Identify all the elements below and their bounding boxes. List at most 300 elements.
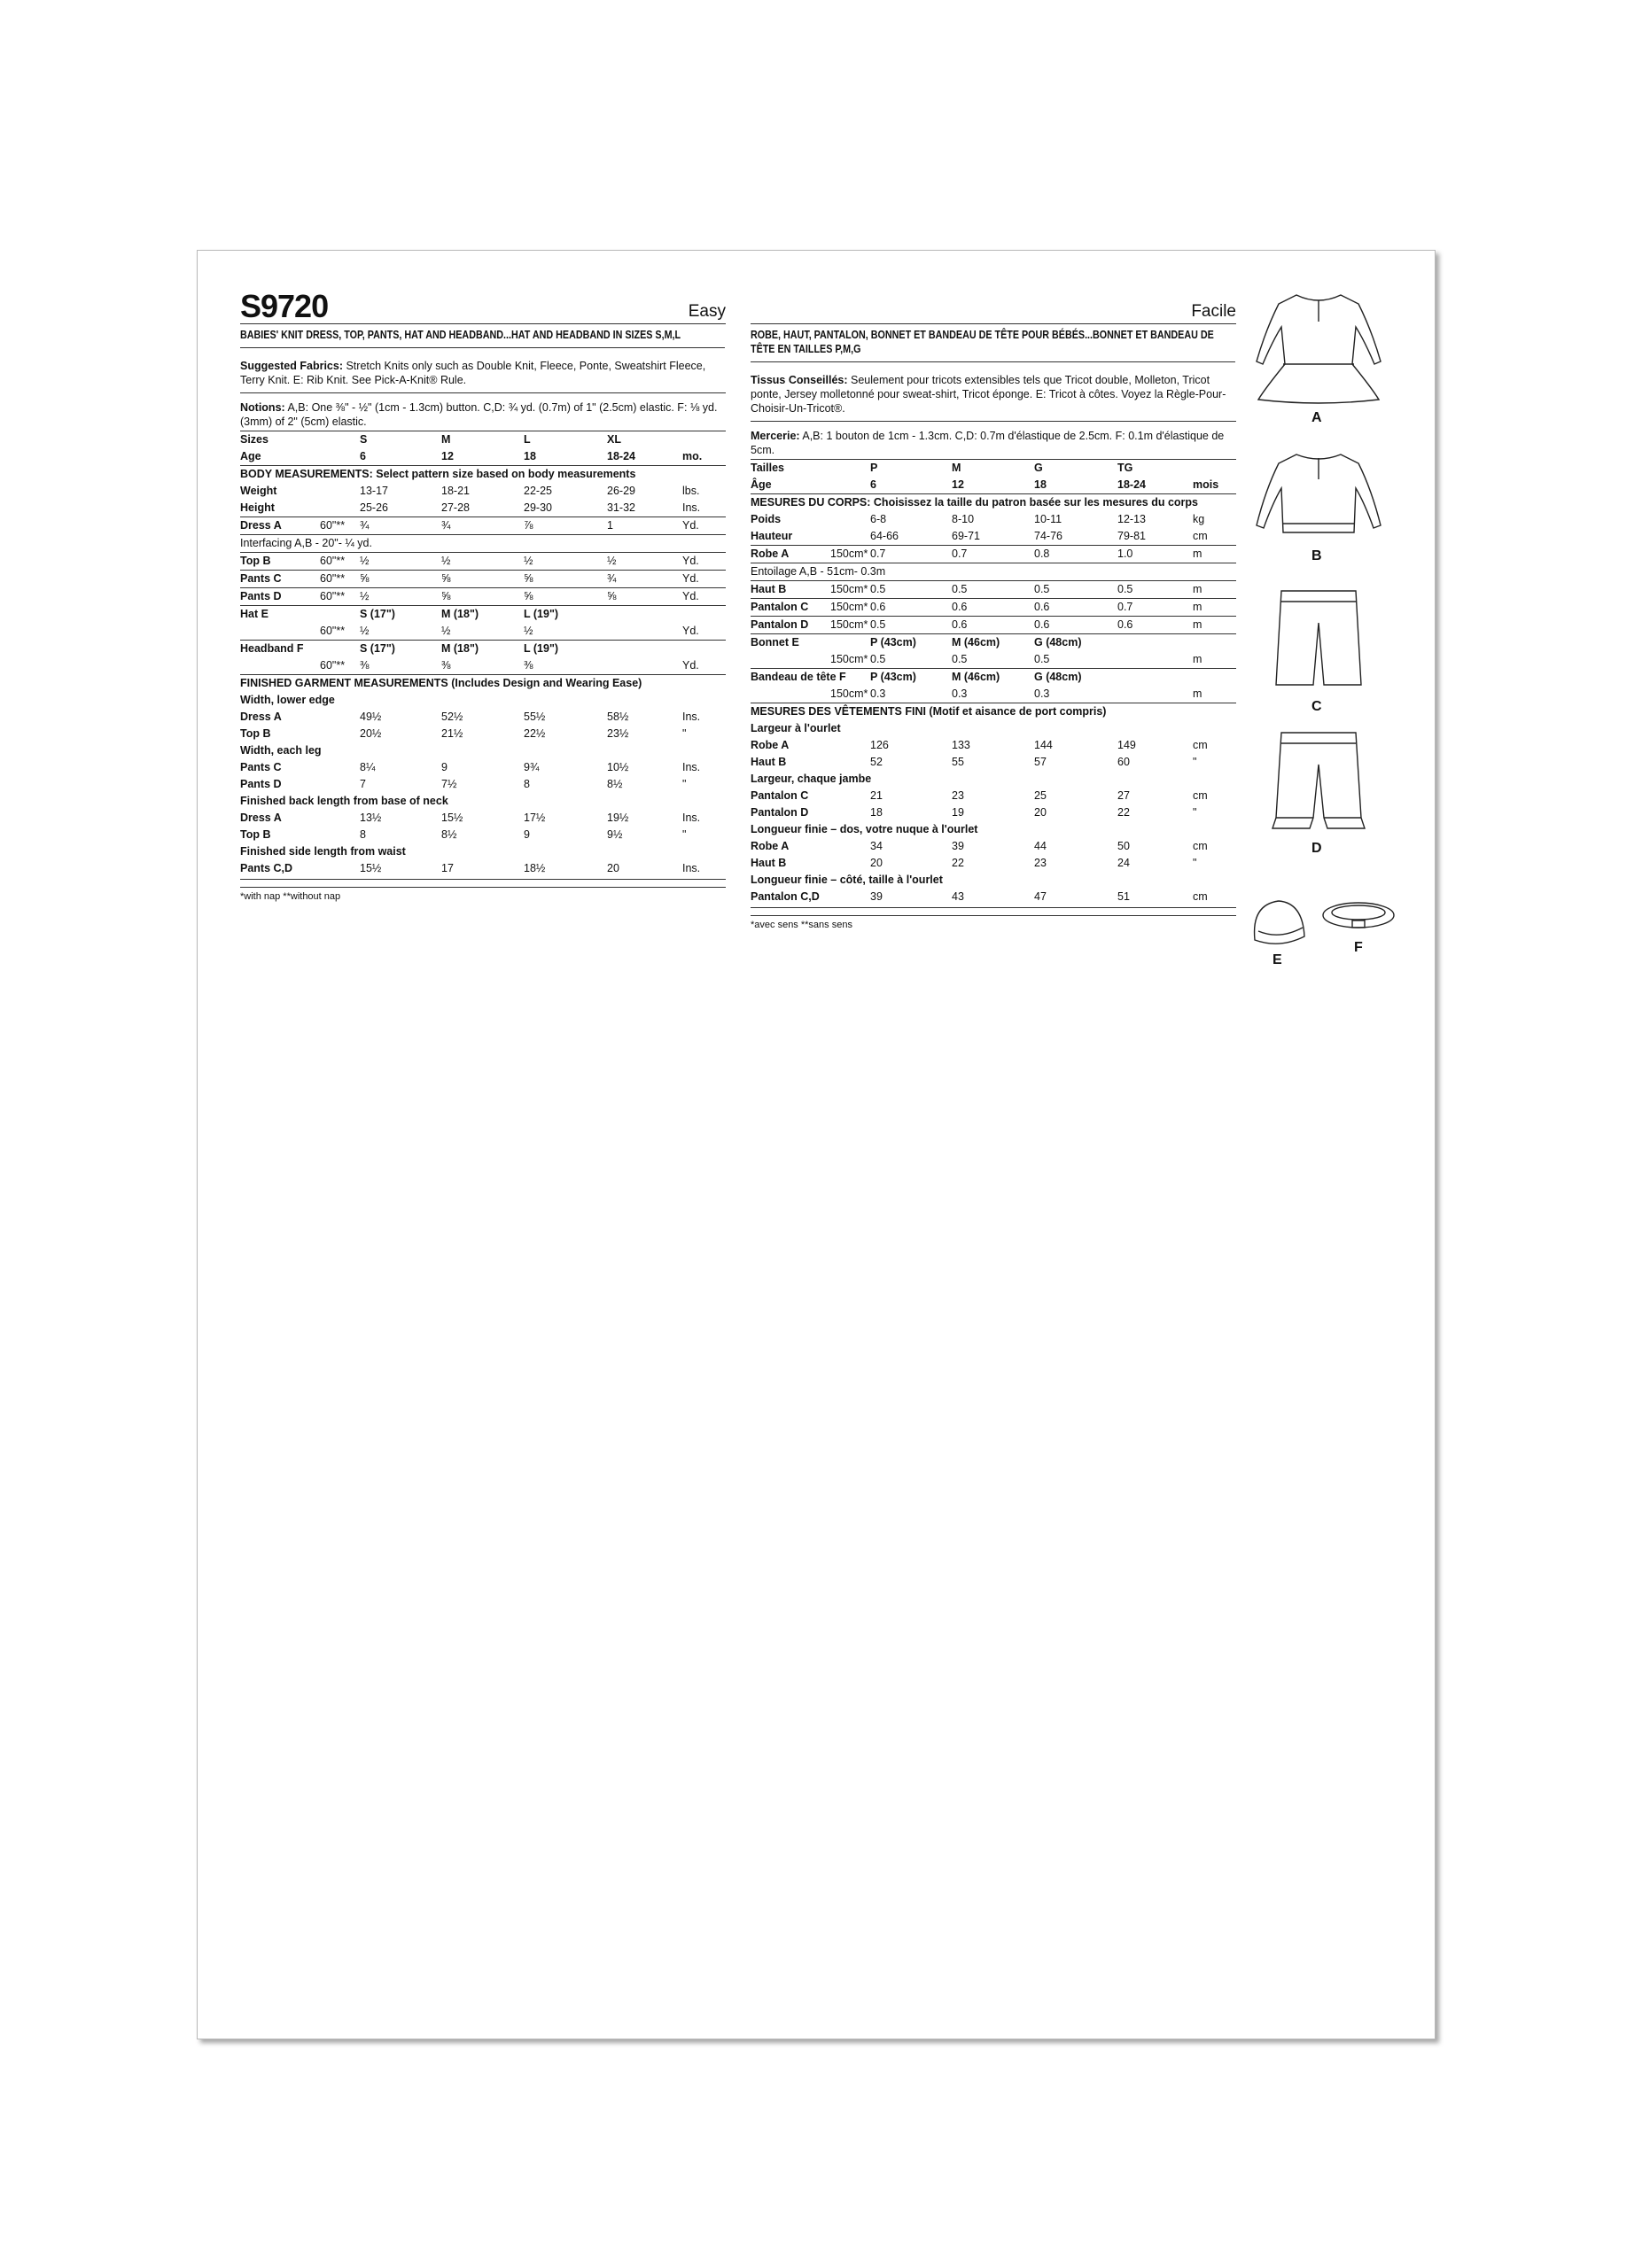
hat-row (240, 606, 726, 623)
table-row (240, 759, 726, 776)
view-a-label: A (1311, 410, 1322, 425)
table-cell: 8-10 (952, 513, 975, 525)
table-cell: m (1193, 687, 1202, 700)
table-cell: Yd. (682, 572, 699, 585)
table-cell: S (17") (360, 608, 395, 620)
table-cell: mois (1193, 478, 1219, 491)
table-cell: Robe A (751, 840, 790, 852)
table-cell: 0.5 (952, 583, 968, 595)
table-cell: Yd. (682, 519, 699, 532)
table-row (240, 776, 726, 793)
table-cell: L (19") (524, 608, 559, 620)
table-row (751, 804, 1236, 821)
table-row (240, 827, 726, 843)
table-row (751, 889, 1236, 905)
table-cell: 20 (1034, 806, 1047, 819)
table-cell: Yd. (682, 659, 699, 672)
table-cell: Pants C (240, 761, 282, 773)
notions-label: Notions: (240, 401, 285, 414)
table-row (751, 855, 1236, 872)
table-cell: 44 (1034, 840, 1047, 852)
body-measurements-heading: BODY MEASUREMENTS: Select pattern size based on body measurements (240, 468, 636, 480)
table-cell: 13-17 (360, 485, 388, 497)
table-cell: Pantalon C (751, 789, 809, 802)
table-cell: ½ (360, 590, 370, 602)
table-cell: 31-32 (607, 501, 635, 514)
table-cell: m (1193, 653, 1202, 665)
table-cell: 10½ (607, 761, 629, 773)
hat-row (751, 651, 1236, 669)
table-cell: ⅝ (524, 572, 533, 585)
table-cell: 0.7 (870, 548, 886, 560)
table-cell: Pantalon D (751, 806, 809, 819)
fabrics-label: Tissus Conseillés: (751, 374, 848, 386)
size-table (751, 460, 1236, 908)
table-cell: Dress A (240, 812, 282, 824)
table-cell: m (1193, 548, 1202, 560)
table-cell: Haut B (751, 756, 787, 768)
table-row (240, 810, 726, 827)
table-cell: 9¾ (524, 761, 540, 773)
table-row (240, 860, 726, 877)
table-cell: 0.5 (870, 583, 886, 595)
table-cell: 6 (360, 450, 366, 462)
table-cell: 8½ (441, 828, 457, 841)
suggested-fabrics (751, 373, 1236, 422)
measurement-group-label: Finished back length from base of neck (240, 795, 448, 807)
table-cell: 34 (870, 840, 883, 852)
table-cell: Ins. (682, 862, 701, 874)
table-cell: 60"** (320, 572, 346, 585)
table-cell: 8 (360, 828, 366, 841)
view-e-drawing (1248, 896, 1310, 967)
table-cell: cm (1193, 530, 1208, 542)
table-cell: 0.8 (1034, 548, 1050, 560)
table-cell: cm (1193, 739, 1208, 751)
yardage-row (751, 617, 1236, 634)
table-cell: ⅜ (360, 659, 370, 672)
table-cell: 69-71 (952, 530, 980, 542)
table-cell: 49½ (360, 711, 382, 723)
table-cell: " (1193, 756, 1197, 768)
table-row (751, 754, 1236, 771)
table-cell: 60"** (320, 659, 346, 672)
table-cell: Height (240, 501, 275, 514)
pattern-back-sheet (197, 250, 1436, 2039)
view-d-label: D (1311, 841, 1322, 856)
table-cell: 9 (524, 828, 530, 841)
table-cell: 0.6 (1117, 618, 1133, 631)
table-cell: 79-81 (1117, 530, 1146, 542)
table-cell: 18 (870, 806, 883, 819)
measurement-group-label: Finished side length from waist (240, 845, 406, 858)
table-cell: 144 (1034, 739, 1053, 751)
table-cell: 21 (870, 789, 883, 802)
measurement-group-label: Width, each leg (240, 744, 322, 757)
pattern-code: S9720 (240, 288, 329, 324)
english-column (240, 288, 726, 902)
table-cell: 23 (1034, 857, 1047, 869)
table-cell: Âge (751, 478, 772, 491)
table-cell: Weight (240, 485, 277, 497)
table-cell: Tailles (751, 462, 784, 474)
table-cell: 150cm* (830, 583, 868, 595)
table-cell: ½ (524, 555, 533, 567)
table-cell: M (441, 433, 451, 446)
table-cell: 18 (1034, 478, 1047, 491)
table-cell: 39 (952, 840, 964, 852)
table-cell: Yd. (682, 590, 699, 602)
table-cell: 0.7 (1117, 601, 1133, 613)
table-cell: ⅝ (360, 572, 370, 585)
table-cell: ⅝ (607, 590, 617, 602)
table-cell: ⅝ (441, 590, 451, 602)
table-cell: 17 (441, 862, 454, 874)
table-cell: " (1193, 857, 1197, 869)
table-cell: 27 (1117, 789, 1130, 802)
view-b-drawing (1248, 446, 1389, 563)
table-cell: Robe A (751, 548, 790, 560)
table-cell: 150cm* (830, 687, 868, 700)
view-b-label: B (1311, 548, 1322, 563)
table-cell: XL (607, 433, 621, 446)
yardage-row (240, 571, 726, 588)
measurement-group-label: Width, lower edge (240, 694, 335, 706)
table-cell: " (682, 778, 687, 790)
table-cell: S (360, 433, 368, 446)
body-measurements-heading: MESURES DU CORPS: Choisissez la taille du patron basée sur les mesures du corps (751, 496, 1199, 509)
pattern-title: ROBE, HAUT, PANTALON, BONNET ET BANDEAU DE TÊTE POUR BÉBÉS...BONNET ET BANDEAU DE TÊTE EN TAILLES P,M,G (751, 328, 1235, 362)
table-cell: 64-66 (870, 530, 899, 542)
notions-text: A,B: One ⅜" - ½" (1cm - 1.3cm) button. C,D: ¾ yd. (0.7m) of 1" (2.5cm) elastic. F: ⅛ yd. (3mm) of 2" (5cm) elastic. (240, 401, 718, 428)
yardage-row (240, 553, 726, 571)
table-cell: Yd. (682, 555, 699, 567)
table-row (240, 500, 726, 517)
table-cell: Bonnet E (751, 636, 799, 649)
table-cell: G (48cm) (1034, 671, 1082, 683)
notions (751, 429, 1236, 460)
view-a-drawing (1248, 286, 1389, 425)
table-cell: ½ (607, 555, 617, 567)
table-cell: 0.6 (952, 618, 968, 631)
yardage-row (240, 588, 726, 606)
table-cell: 15½ (441, 812, 463, 824)
interfacing-line: Interfacing A,B - 20"- ¼ yd. (240, 535, 726, 553)
notions-label: Mercerie: (751, 430, 800, 442)
table-cell: Robe A (751, 739, 790, 751)
measurement-group-label: Largeur, chaque jambe (751, 773, 872, 785)
table-cell: Yd. (682, 625, 699, 637)
table-cell: Age (240, 450, 261, 462)
view-f-label: F (1354, 940, 1363, 955)
table-cell: 0.5 (870, 618, 886, 631)
table-cell: lbs. (682, 485, 700, 497)
table-cell: 149 (1117, 739, 1136, 751)
table-cell: 12-13 (1117, 513, 1146, 525)
table-cell: Ins. (682, 812, 701, 824)
view-d-drawing (1265, 729, 1372, 856)
table-cell: mo. (682, 450, 703, 462)
header (240, 288, 726, 324)
table-cell: 0.5 (952, 653, 968, 665)
table-cell: Pants D (240, 778, 282, 790)
table-cell: L (524, 433, 531, 446)
table-cell: Hat E (240, 608, 269, 620)
table-cell: cm (1193, 840, 1208, 852)
table-cell: Poids (751, 513, 782, 525)
table-row (751, 528, 1236, 546)
notions (240, 400, 726, 431)
table-cell: Ins. (682, 711, 701, 723)
table-cell: 12 (952, 478, 964, 491)
view-f-drawing (1319, 897, 1398, 955)
difficulty-level: Facile (1191, 302, 1236, 321)
view-c-drawing (1265, 587, 1372, 714)
table-cell: ⅜ (524, 659, 533, 672)
sizes-row (240, 431, 726, 448)
table-cell: P (43cm) (870, 636, 916, 649)
table-cell: P (870, 462, 878, 474)
table-cell: 9 (441, 761, 448, 773)
table-cell: 18-24 (1117, 478, 1146, 491)
table-cell: 58½ (607, 711, 629, 723)
table-cell: ¾ (360, 519, 370, 532)
table-cell: ½ (441, 555, 451, 567)
headband-row (240, 657, 726, 675)
table-cell: ½ (360, 625, 370, 637)
hat-row (751, 634, 1236, 651)
headband-row (751, 669, 1236, 686)
sizes-row (751, 460, 1236, 477)
table-cell: 18½ (524, 862, 546, 874)
header (751, 293, 1236, 324)
table-cell: 60"** (320, 625, 346, 637)
table-cell: 18 (524, 450, 536, 462)
table-cell: Pantalon C (751, 601, 809, 613)
table-cell: 0.3 (870, 687, 886, 700)
table-cell: 7 (360, 778, 366, 790)
table-cell: S (17") (360, 642, 395, 655)
table-cell: 0.6 (1034, 601, 1050, 613)
table-cell: 19 (952, 806, 964, 819)
table-cell: 15½ (360, 862, 382, 874)
table-cell: 133 (952, 739, 970, 751)
measurement-group-label: Largeur à l'ourlet (751, 722, 841, 734)
table-cell: ½ (524, 625, 533, 637)
table-row (751, 788, 1236, 804)
table-cell: 0.6 (952, 601, 968, 613)
table-cell: Top B (240, 727, 271, 740)
table-cell: ¾ (607, 572, 617, 585)
table-cell: 0.6 (870, 601, 886, 613)
hat-row (240, 623, 726, 641)
table-cell: Pants D (240, 590, 282, 602)
table-row (751, 511, 1236, 528)
table-cell: 29-30 (524, 501, 552, 514)
table-cell: 8 (524, 778, 530, 790)
table-cell: Ins. (682, 501, 701, 514)
table-cell: 52½ (441, 711, 463, 723)
table-cell: 60"** (320, 555, 346, 567)
table-cell: 21½ (441, 727, 463, 740)
table-cell: P (43cm) (870, 671, 916, 683)
table-cell: 57 (1034, 756, 1047, 768)
suggested-fabrics (240, 359, 726, 393)
table-cell: 55½ (524, 711, 546, 723)
table-cell: kg (1193, 513, 1205, 525)
table-cell: " (682, 727, 687, 740)
footnote: *with nap **without nap (240, 887, 726, 902)
table-cell: 23½ (607, 727, 629, 740)
table-cell: 47 (1034, 890, 1047, 903)
yardage-row (240, 517, 726, 535)
table-cell: 22-25 (524, 485, 552, 497)
table-cell: cm (1193, 890, 1208, 903)
table-cell: Dress A (240, 519, 282, 532)
table-cell: Pantalon D (751, 618, 809, 631)
footnote: *avec sens **sans sens (751, 915, 1236, 930)
table-cell: 60"** (320, 519, 346, 532)
table-cell: 43 (952, 890, 964, 903)
pattern-title: BABIES' KNIT DRESS, TOP, PANTS, HAT AND HEADBAND...HAT AND HEADBAND IN SIZES S,M,L (240, 328, 725, 348)
table-cell: 150cm* (830, 618, 868, 631)
table-cell: 12 (441, 450, 454, 462)
table-cell: Haut B (751, 857, 787, 869)
table-cell: 0.6 (1034, 618, 1050, 631)
table-cell: cm (1193, 789, 1208, 802)
yardage-row (751, 581, 1236, 599)
table-cell: 55 (952, 756, 964, 768)
measurement-group-label: Longueur finie – côté, taille à l'ourlet (751, 874, 943, 886)
table-cell: ⅝ (441, 572, 451, 585)
table-cell: " (682, 828, 687, 841)
table-row (240, 709, 726, 726)
table-cell: Haut B (751, 583, 787, 595)
table-cell: ¾ (441, 519, 451, 532)
table-row (240, 483, 726, 500)
table-cell: 6 (870, 478, 876, 491)
table-cell: Sizes (240, 433, 269, 446)
table-cell: 20 (607, 862, 619, 874)
view-c-label: C (1311, 699, 1322, 714)
table-cell: Pants C (240, 572, 282, 585)
table-cell: M (18") (441, 642, 479, 655)
table-cell: 26-29 (607, 485, 635, 497)
table-cell: M (18") (441, 608, 479, 620)
fabrics-text: Stretch Knits only such as Double Knit, Fleece, Ponte, Sweatshirt Fleece, Terry Knit. E: Rib Knit. See Pick-A-Knit® Rule. (240, 360, 706, 386)
table-cell: Pantalon C,D (751, 890, 820, 903)
table-cell: ⅜ (441, 659, 451, 672)
table-cell: 10-11 (1034, 513, 1062, 525)
table-cell: 20½ (360, 727, 382, 740)
table-cell: 19½ (607, 812, 629, 824)
table-cell: 25 (1034, 789, 1047, 802)
table-cell: 22 (952, 857, 964, 869)
table-row (240, 726, 726, 742)
table-cell: Top B (240, 828, 271, 841)
table-cell: Top B (240, 555, 271, 567)
table-cell: 6-8 (870, 513, 887, 525)
table-cell: ½ (360, 555, 370, 567)
table-cell: 126 (870, 739, 889, 751)
table-cell: 23 (952, 789, 964, 802)
table-cell: M (46cm) (952, 636, 1000, 649)
table-cell: m (1193, 583, 1202, 595)
table-cell: 24 (1117, 857, 1130, 869)
french-column (751, 293, 1236, 930)
age-row (240, 448, 726, 466)
table-cell: 1 (607, 519, 613, 532)
table-cell: 60 (1117, 756, 1130, 768)
table-cell: 8¼ (360, 761, 376, 773)
view-e-label: E (1273, 952, 1282, 967)
table-cell: 20 (870, 857, 883, 869)
table-cell: ⅞ (524, 519, 533, 532)
table-cell: 52 (870, 756, 883, 768)
table-cell: 0.3 (952, 687, 968, 700)
table-cell: G (48cm) (1034, 636, 1082, 649)
table-cell: Bandeau de tête F (751, 671, 846, 683)
table-cell: 150cm* (830, 653, 868, 665)
measurement-group-label: Longueur finie – dos, votre nuque à l'ourlet (751, 823, 978, 835)
table-cell: m (1193, 618, 1202, 631)
table-cell: 18-21 (441, 485, 470, 497)
table-cell: G (1034, 462, 1043, 474)
table-cell: 8½ (607, 778, 623, 790)
table-cell: Ins. (682, 761, 701, 773)
table-cell: 0.5 (870, 653, 886, 665)
age-row (751, 477, 1236, 494)
table-cell: TG (1117, 462, 1133, 474)
headband-row (751, 686, 1236, 703)
table-cell: Headband F (240, 642, 304, 655)
table-cell: 22½ (524, 727, 546, 740)
table-cell: 0.5 (1034, 653, 1050, 665)
table-cell: 27-28 (441, 501, 470, 514)
table-cell: 18-24 (607, 450, 635, 462)
table-cell: 51 (1117, 890, 1130, 903)
table-cell: 60"** (320, 590, 346, 602)
interfacing-line: Entoilage A,B - 51cm- 0.3m (751, 563, 1236, 581)
headband-row (240, 641, 726, 657)
table-cell: 39 (870, 890, 883, 903)
notions-text: A,B: 1 bouton de 1cm - 1.3cm. C,D: 0.7m d'élastique de 2.5cm. F: 0.1m d'élastique de 5cm. (751, 430, 1225, 456)
table-cell: 0.3 (1034, 687, 1050, 700)
table-cell: 17½ (524, 812, 546, 824)
difficulty-level: Easy (688, 302, 726, 321)
table-cell: 50 (1117, 840, 1130, 852)
table-cell: 0.5 (1117, 583, 1133, 595)
yardage-row (751, 546, 1236, 563)
table-cell: m (1193, 601, 1202, 613)
table-cell: 74-76 (1034, 530, 1062, 542)
table-cell: 150cm* (830, 548, 868, 560)
table-row (751, 838, 1236, 855)
table-cell: 7½ (441, 778, 457, 790)
size-table (240, 431, 726, 880)
table-cell: 9½ (607, 828, 623, 841)
finished-measurements-heading: MESURES DES VÊTEMENTS FINI (Motif et aisance de port compris) (751, 705, 1107, 718)
table-cell: 150cm* (830, 601, 868, 613)
table-cell: Dress A (240, 711, 282, 723)
table-cell: 0.7 (952, 548, 968, 560)
table-cell: Pants C,D (240, 862, 293, 874)
table-row (751, 737, 1236, 754)
table-cell: 22 (1117, 806, 1130, 819)
yardage-row (751, 599, 1236, 617)
table-cell: 1.0 (1117, 548, 1133, 560)
finished-measurements-heading: FINISHED GARMENT MEASUREMENTS (Includes Design and Wearing Ease) (240, 677, 642, 689)
